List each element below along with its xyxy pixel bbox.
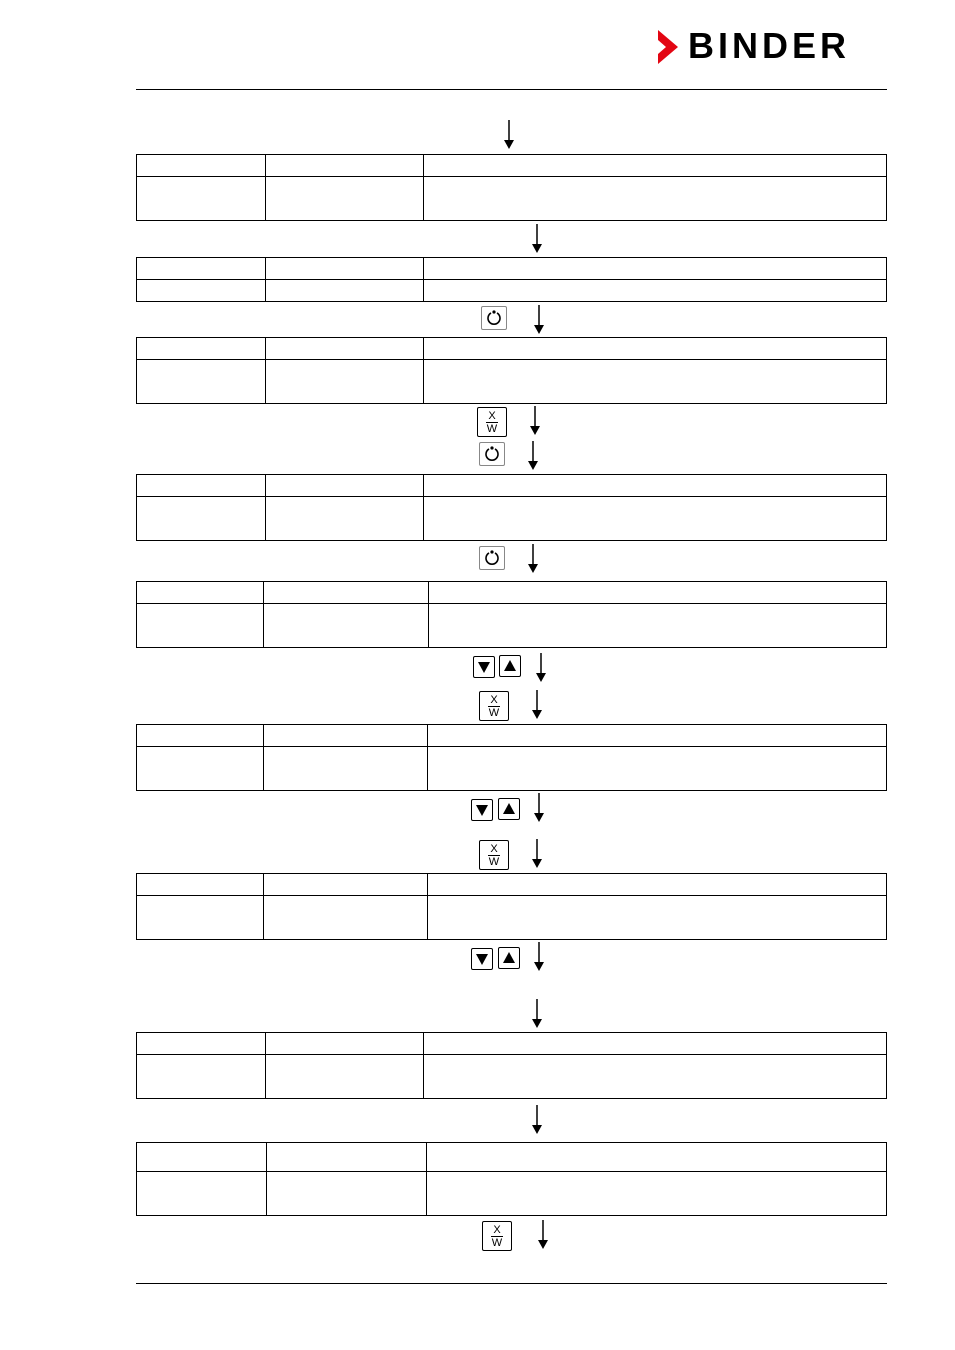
- down-key[interactable]: [473, 656, 495, 678]
- table-cell: [264, 874, 428, 896]
- table-cell: [137, 604, 264, 648]
- table-cell: [266, 360, 424, 404]
- brand-logo: [656, 25, 888, 66]
- table-cell: [137, 1143, 267, 1172]
- xw-key-bottom-glyph: W: [491, 1236, 503, 1249]
- setpoint-key[interactable]: [479, 691, 509, 721]
- table-cell: [266, 258, 424, 280]
- table-cell: [137, 497, 266, 541]
- table-cell: [137, 874, 264, 896]
- flow-arrow-down-icon: [527, 544, 539, 574]
- table-cell: [266, 155, 424, 177]
- table-cell: [428, 874, 887, 896]
- display-table-2: [136, 257, 887, 302]
- flow-arrow-down-icon: [533, 942, 545, 972]
- flow-arrow-down-icon: [537, 1220, 549, 1250]
- down-key[interactable]: [471, 799, 493, 821]
- header-divider: [136, 89, 887, 90]
- table-cell: [266, 280, 424, 302]
- flow-arrow-down-icon: [527, 441, 539, 471]
- table-cell: [424, 1033, 887, 1055]
- flow-arrow-down-icon: [531, 999, 543, 1029]
- display-table-1: [136, 154, 887, 221]
- table-cell: [428, 747, 887, 791]
- rotate-key-icon: [484, 446, 500, 462]
- flow-arrow-down-icon: [533, 305, 545, 335]
- xw-key-top-glyph: X: [490, 693, 498, 706]
- table-cell: [137, 582, 264, 604]
- table-cell: [427, 1143, 887, 1172]
- table-cell: [137, 747, 264, 791]
- down-arrow-key-icon: [475, 803, 489, 817]
- display-table-5: [136, 581, 887, 648]
- xw-key-top-glyph: X: [490, 842, 498, 855]
- xw-key-top-glyph: X: [493, 1223, 501, 1236]
- table-cell: [264, 604, 429, 648]
- table-cell: [264, 747, 428, 791]
- up-key[interactable]: [499, 655, 521, 677]
- table-cell: [266, 1033, 424, 1055]
- display-table-4: [136, 474, 887, 541]
- display-table-6: [136, 724, 887, 791]
- flow-arrow-down-icon: [535, 653, 547, 683]
- setpoint-key[interactable]: [482, 1221, 512, 1251]
- binder-logo-mark-icon: [656, 30, 680, 64]
- up-arrow-key-icon: [502, 802, 516, 816]
- up-key[interactable]: [498, 947, 520, 969]
- footer-divider: [136, 1283, 887, 1284]
- rotate-key-icon: [486, 310, 502, 326]
- brand-name: BINDER: [688, 25, 851, 66]
- table-cell: [424, 177, 887, 221]
- table-cell: [428, 725, 887, 747]
- table-cell: [137, 258, 266, 280]
- table-cell: [137, 896, 264, 940]
- flow-arrow-down-icon: [531, 224, 543, 254]
- flow-arrow-down-icon: [533, 793, 545, 823]
- table-cell: [266, 177, 424, 221]
- xw-key-bottom-glyph: W: [488, 706, 500, 719]
- table-cell: [137, 280, 266, 302]
- up-key[interactable]: [498, 798, 520, 820]
- table-cell: [429, 582, 887, 604]
- program-key[interactable]: [479, 546, 505, 570]
- table-cell: [266, 338, 424, 360]
- flow-arrow-down-icon: [529, 406, 541, 436]
- up-arrow-key-icon: [502, 951, 516, 965]
- table-cell: [267, 1172, 427, 1216]
- table-cell: [137, 177, 266, 221]
- table-cell: [424, 280, 887, 302]
- table-cell: [266, 475, 424, 497]
- flow-arrow-down-icon: [531, 690, 543, 720]
- table-cell: [137, 360, 266, 404]
- table-cell: [429, 604, 887, 648]
- down-arrow-key-icon: [475, 952, 489, 966]
- table-cell: [424, 258, 887, 280]
- display-table-7: [136, 873, 887, 940]
- program-key[interactable]: [479, 442, 505, 466]
- table-cell: [424, 1055, 887, 1099]
- table-cell: [267, 1143, 427, 1172]
- table-cell: [137, 155, 266, 177]
- table-cell: [264, 582, 429, 604]
- table-cell: [428, 896, 887, 940]
- down-key[interactable]: [471, 948, 493, 970]
- display-table-3: [136, 337, 887, 404]
- table-cell: [264, 896, 428, 940]
- table-cell: [266, 497, 424, 541]
- table-cell: [427, 1172, 887, 1216]
- table-cell: [266, 1055, 424, 1099]
- table-cell: [264, 725, 428, 747]
- table-cell: [137, 1055, 266, 1099]
- down-arrow-key-icon: [477, 660, 491, 674]
- xw-key-top-glyph: X: [488, 409, 496, 422]
- xw-key-bottom-glyph: W: [486, 422, 498, 435]
- table-cell: [424, 475, 887, 497]
- program-key[interactable]: [481, 306, 507, 330]
- flow-arrow-down-icon: [531, 839, 543, 869]
- display-table-9: [136, 1142, 887, 1216]
- table-cell: [424, 338, 887, 360]
- up-arrow-key-icon: [503, 659, 517, 673]
- flow-arrow-down-icon: [503, 120, 515, 150]
- table-cell: [137, 475, 266, 497]
- table-cell: [137, 725, 264, 747]
- table-cell: [424, 155, 887, 177]
- setpoint-key[interactable]: [479, 840, 509, 870]
- table-cell: [424, 497, 887, 541]
- table-cell: [137, 338, 266, 360]
- xw-key-bottom-glyph: W: [488, 855, 500, 868]
- rotate-key-icon: [484, 550, 500, 566]
- table-cell: [137, 1172, 267, 1216]
- table-cell: [424, 360, 887, 404]
- table-cell: [137, 1033, 266, 1055]
- setpoint-key[interactable]: [477, 407, 507, 437]
- display-table-8: [136, 1032, 887, 1099]
- flow-arrow-down-icon: [531, 1105, 543, 1135]
